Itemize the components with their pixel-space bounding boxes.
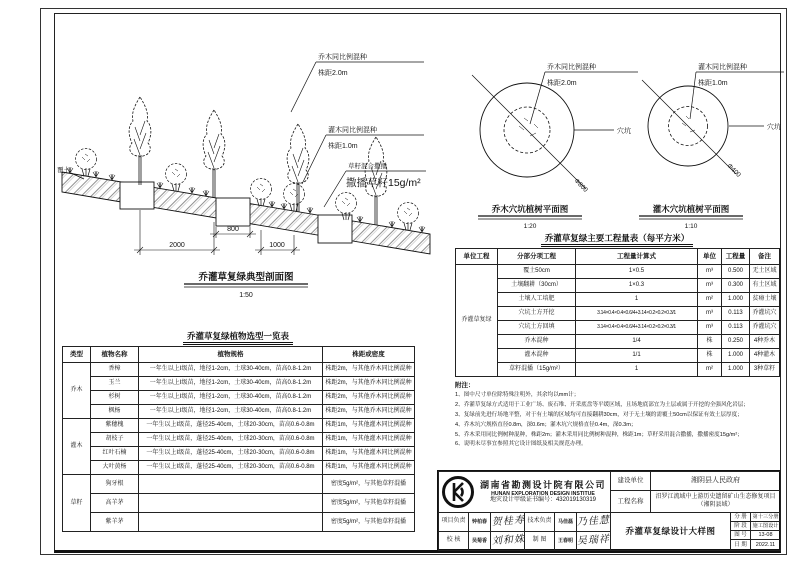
table-cell: 乔木混种 [498, 335, 576, 349]
project-line1: 汨罗江流域中上游历史遗留矿山生态修复项目 [655, 494, 776, 501]
table-cell: 单位工程 [456, 249, 498, 265]
tree-spacing-label: 株距2.0m [318, 70, 348, 77]
table-cell: 香樟 [91, 363, 139, 377]
pm-name: 钟柏春 [468, 512, 491, 532]
table-row [63, 494, 415, 513]
tree-mix-label: 乔木同比例混种 [318, 54, 367, 61]
table-cell: 工程量计算式 [576, 249, 698, 265]
plant-table-block [62, 330, 414, 532]
note-line: 5、乔木采用同比例树种混种，株距2m；灌木采用同比例树种混种，株距1m；草籽采用混合撒播，撒播密度15g/m²； [455, 431, 743, 438]
table-row [456, 293, 780, 307]
table-cell: 紫穗槐 [91, 419, 139, 433]
table-cell: 3.14×0.4×0.4×0.6/4+3.14×0.2×0.2×0.3/1 [576, 307, 698, 321]
notes-block [455, 380, 785, 450]
table-cell: 大叶黄杨 [91, 461, 139, 475]
check-name: 吴菊香 [468, 531, 491, 551]
table-cell: 乔木 [63, 363, 91, 419]
tree-pit-plan-title: 乔木穴坑植树平面图 [491, 204, 569, 214]
shrub-mix-label: 灌木同比例混种 [328, 127, 377, 134]
date-label: 日 期 [730, 539, 751, 551]
table-cell: 1×0.5 [576, 265, 698, 279]
tree-pit-mix-label: 乔木同比例混种 [547, 64, 596, 71]
section-title-underline [184, 284, 308, 287]
tech-label: 技术负责 [524, 512, 555, 532]
note-line: 6、说明未尽事宜参照其它设计图纸及相关规范办理。 [455, 441, 587, 448]
table-cell: 土壤人工培肥 [498, 293, 576, 307]
check-signature: 刘和姝 [490, 531, 525, 551]
table-cell: 株距1m，与其他灌木同比例混种 [323, 433, 415, 447]
tech-signature: 乃佳慧 [576, 512, 611, 532]
title-block [437, 470, 780, 550]
quantity-table-block [455, 232, 779, 377]
tech-name: 马佳磊 [554, 512, 577, 532]
table-cell: 株距或密度 [323, 347, 415, 363]
table-cell: 0.300 [722, 279, 750, 293]
table-cell: m³ [698, 279, 722, 293]
shrub-pit-spacing-label: 株距1.0m [698, 80, 728, 87]
table-cell: 株距2m，与其他乔木同比例混种 [323, 377, 415, 391]
table-cell: m² [698, 363, 722, 377]
note-line: 1、图中尺寸单位除特殊注明外，其余均以mm计； [455, 392, 580, 399]
table-cell: 0.250 [722, 335, 750, 349]
table-row [63, 475, 415, 494]
table-cell: 一年生以上Ⅰ级苗，蓬径25-40cm，土球20-30cm，苗高0.6-0.8m [139, 461, 323, 475]
table-cell: 0.500 [722, 265, 750, 279]
table-cell: 1.000 [722, 349, 750, 363]
tree-spacing-dim: 2000 [169, 242, 185, 249]
table-cell: 穴坑土方回填 [498, 321, 576, 335]
table-cell [139, 494, 323, 513]
stage-value: 施工图设计 [750, 521, 781, 531]
shrub-pit-plan-title: 灌木穴坑植树平面图 [652, 204, 730, 214]
pm-signature: 贺桂寿 [490, 512, 525, 532]
table-cell: 无土区域 [750, 265, 780, 279]
table-cell: 密度5g/m²，与其他草籽混播 [323, 494, 415, 513]
table-row [63, 363, 415, 377]
table-row [63, 391, 415, 405]
table-cell: 高羊茅 [91, 494, 139, 513]
draft-signature: 吴瑞祥 [576, 531, 611, 551]
table-cell: 穴坑土方开挖 [498, 307, 576, 321]
table-cell: 红叶石楠 [91, 447, 139, 461]
pm-label: 项目负责 [438, 512, 469, 532]
table-row [63, 513, 415, 532]
table-cell: 乔灌坑穴 [750, 321, 780, 335]
section-title: 乔灌草复绿典型剖面图 [198, 272, 294, 283]
shrub-spacing-dim: 1000 [269, 242, 285, 249]
table-cell: m³ [698, 307, 722, 321]
table-cell: 一年生以上Ⅰ级苗，地径1-2cm，土球30-40cm，苗高0.8-1.2m [139, 391, 323, 405]
table-row [456, 279, 780, 293]
notes-lines [455, 391, 785, 450]
check-label: 校 核 [438, 531, 469, 551]
table-cell: 类型 [63, 347, 91, 363]
company-name-cn: 湖南省勘测设计院有限公司 [479, 479, 606, 490]
table-row [456, 265, 780, 279]
tree-pit-spacing-label: 株距2.0m [547, 80, 577, 87]
table-cell: 有土区域 [750, 279, 780, 293]
table-cell: m² [698, 293, 722, 307]
table-row [63, 347, 415, 363]
table-cell: 单位 [698, 249, 722, 265]
table-row [456, 335, 780, 349]
table-row [63, 377, 415, 391]
table-row [456, 363, 780, 377]
table-cell: 株距1m，与其他灌木同比例混种 [323, 461, 415, 475]
table-cell: 乔灌坑穴 [750, 307, 780, 321]
tree-pit-hole-label: 穴坑 [617, 128, 631, 135]
company-cell [438, 471, 611, 513]
project-line2: （湘阴县域） [697, 501, 734, 508]
table-cell: 1.000 [722, 293, 750, 307]
plant-table [62, 346, 415, 532]
company-logo [441, 475, 475, 509]
table-cell: 一年生以上Ⅰ级苗，蓬径25-40cm，土球20-30cm，苗高0.6-0.8m [139, 447, 323, 461]
table-cell: 狗牙根 [91, 475, 139, 494]
table-cell: 4种灌木 [750, 349, 780, 363]
section-scale: 1:50 [239, 292, 253, 299]
table-cell: 4种乔木 [750, 335, 780, 349]
table-cell: 贫瘠土壤 [750, 293, 780, 307]
table-cell: 株距2m，与其他乔木同比例混种 [323, 391, 415, 405]
table-row [63, 405, 415, 419]
table-cell: 分部分项工程 [498, 249, 576, 265]
quantity-table-title: 乔灌草复绿主要工程量表（每平方米） [455, 232, 779, 244]
table-cell: 株距1m，与其他灌木同比例混种 [323, 447, 415, 461]
grass-mix-label: 草籽混合撒播 [348, 163, 387, 170]
table-row [456, 307, 780, 321]
owner-label: 建设单位 [610, 471, 651, 491]
table-cell: 1 [576, 293, 698, 307]
table-cell: m³ [698, 321, 722, 335]
table-cell: 植物规格 [139, 347, 323, 363]
pit-plan-drawings [446, 26, 786, 231]
table-cell [139, 513, 323, 532]
table-cell: 一年生以上Ⅰ级苗，地径1-2cm，土球30-40cm，苗高0.8-1.2m [139, 363, 323, 377]
table-cell: 杉树 [91, 391, 139, 405]
table-cell: 覆土50cm [498, 265, 576, 279]
table-row [63, 447, 415, 461]
owner-value: 湘阴县人民政府 [650, 471, 781, 491]
table-cell: 1.000 [722, 363, 750, 377]
tree-pit-plan-scale: 1:20 [523, 223, 537, 230]
table-cell: 株距1m，与其他灌木同比例混种 [323, 419, 415, 433]
table-cell: 胡枝子 [91, 433, 139, 447]
table-cell: 紫羊茅 [91, 513, 139, 532]
table-cell: 灌木 [63, 419, 91, 475]
table-row [63, 433, 415, 447]
grass-rate-label: 撒播草籽15g/m² [346, 177, 421, 189]
table-cell: 1×0.3 [576, 279, 698, 293]
pit-width-dim: 800 [227, 226, 239, 233]
table-cell: 株 [698, 349, 722, 363]
shrub-pit-hole-label: 穴坑 [767, 124, 781, 131]
table-cell: 1 [576, 363, 698, 377]
table-cell: 密度5g/m²，与其他草籽混播 [323, 513, 415, 532]
table-cell: 一年生以上Ⅰ级苗，地径1-2cm，土球30-40cm，苗高0.8-1.2m [139, 405, 323, 419]
date-value: 2022.11 [750, 539, 781, 551]
table-row [63, 461, 415, 475]
number-value: 13-08 [750, 530, 781, 540]
note-line: 2、乔灌草复绿方式适用于工业广场、废石堆、开采底盘等平缓区域，且场地底部宜为土层或属于开挖的全强风化岩层； [455, 402, 749, 409]
table-row [456, 321, 780, 335]
cover-soil-label: 覆土 [57, 167, 70, 174]
plant-table-title: 乔灌草复绿植物选型一览表 [62, 330, 414, 342]
table-row [456, 249, 780, 265]
table-row [63, 419, 415, 433]
table-cell: 3种草籽 [750, 363, 780, 377]
shrub-pit-diameter: Φ400 [725, 162, 742, 179]
table-cell: 草籽 [63, 475, 91, 532]
section-drawing [56, 22, 448, 307]
note-line: 3、复绿前先进行场地平整，对于有土壤的区域均可直接翻耕30cm，对于无土壤的需覆土50cm以保证有效土层厚度； [455, 411, 743, 418]
table-cell: 乔灌草复绿 [456, 265, 498, 377]
table-cell: 一年生以上Ⅰ级苗，蓬径25-40cm，土球20-30cm，苗高0.6-0.8m [139, 419, 323, 433]
volume-value: 第十三分册 [750, 512, 781, 522]
table-cell: 1/4 [576, 335, 698, 349]
quantity-table [455, 248, 780, 377]
table-cell: 株 [698, 335, 722, 349]
volume-label: 分 册 [730, 512, 751, 522]
table-cell: 0.113 [722, 321, 750, 335]
table-cell: 密度5g/m²，与其他草籽混播 [323, 475, 415, 494]
tree-pit-diameter: Φ800 [572, 177, 589, 194]
draft-name: 王春明 [554, 531, 577, 551]
stage-label: 阶 段 [730, 521, 751, 531]
table-cell: 植物名称 [91, 347, 139, 363]
table-cell: 草籽混播（15g/m²） [498, 363, 576, 377]
table-cell [139, 475, 323, 494]
project-value [650, 490, 781, 513]
table-cell: 株距2m，与其他乔木同比例混种 [323, 363, 415, 377]
shrub-pit-plan-scale: 1:10 [684, 223, 698, 230]
project-label: 工程名称 [610, 490, 651, 513]
table-cell: 一年生以上Ⅰ级苗，地径1-2cm，土球30-40cm，苗高0.8-1.2m [139, 377, 323, 391]
table-cell: 灌木混种 [498, 349, 576, 363]
company-cert-no: 地灾设计甲级证书编号：432019130319 [489, 496, 597, 503]
table-cell: m³ [698, 265, 722, 279]
table-cell: 枫杨 [91, 405, 139, 419]
notes-label: 附注： [455, 382, 475, 389]
table-cell: 土壤翻耕（30cm） [498, 279, 576, 293]
table-cell: 工程量 [722, 249, 750, 265]
table-cell: 株距2m，与其他乔木同比例混种 [323, 405, 415, 419]
table-row [456, 349, 780, 363]
draft-label: 制 图 [524, 531, 555, 551]
drawing-title: 乔灌草复绿设计大样图 [610, 512, 731, 551]
table-cell: 玉兰 [91, 377, 139, 391]
table-cell: 1/1 [576, 349, 698, 363]
table-cell: 3.14×0.4×0.4×0.6/4+3.14×0.2×0.2×0.3/1 [576, 321, 698, 335]
note-line: 4、乔木坑穴规格直径0.8m，深0.6m；灌木坑穴规格直径0.4m，深0.3m； [455, 421, 637, 428]
number-label: 图 号 [730, 530, 751, 540]
company-name-en: HUNAN EXPLORATION DESIGN INSTITUE [491, 490, 595, 497]
table-cell: 一年生以上Ⅰ级苗，蓬径25-40cm，土球20-30cm，苗高0.6-0.8m [139, 433, 323, 447]
shrub-pit-mix-label: 灌木同比例混种 [698, 64, 747, 71]
table-cell: 备注 [750, 249, 780, 265]
table-cell: 0.113 [722, 307, 750, 321]
shrub-spacing-label: 株距1.0m [328, 143, 358, 150]
